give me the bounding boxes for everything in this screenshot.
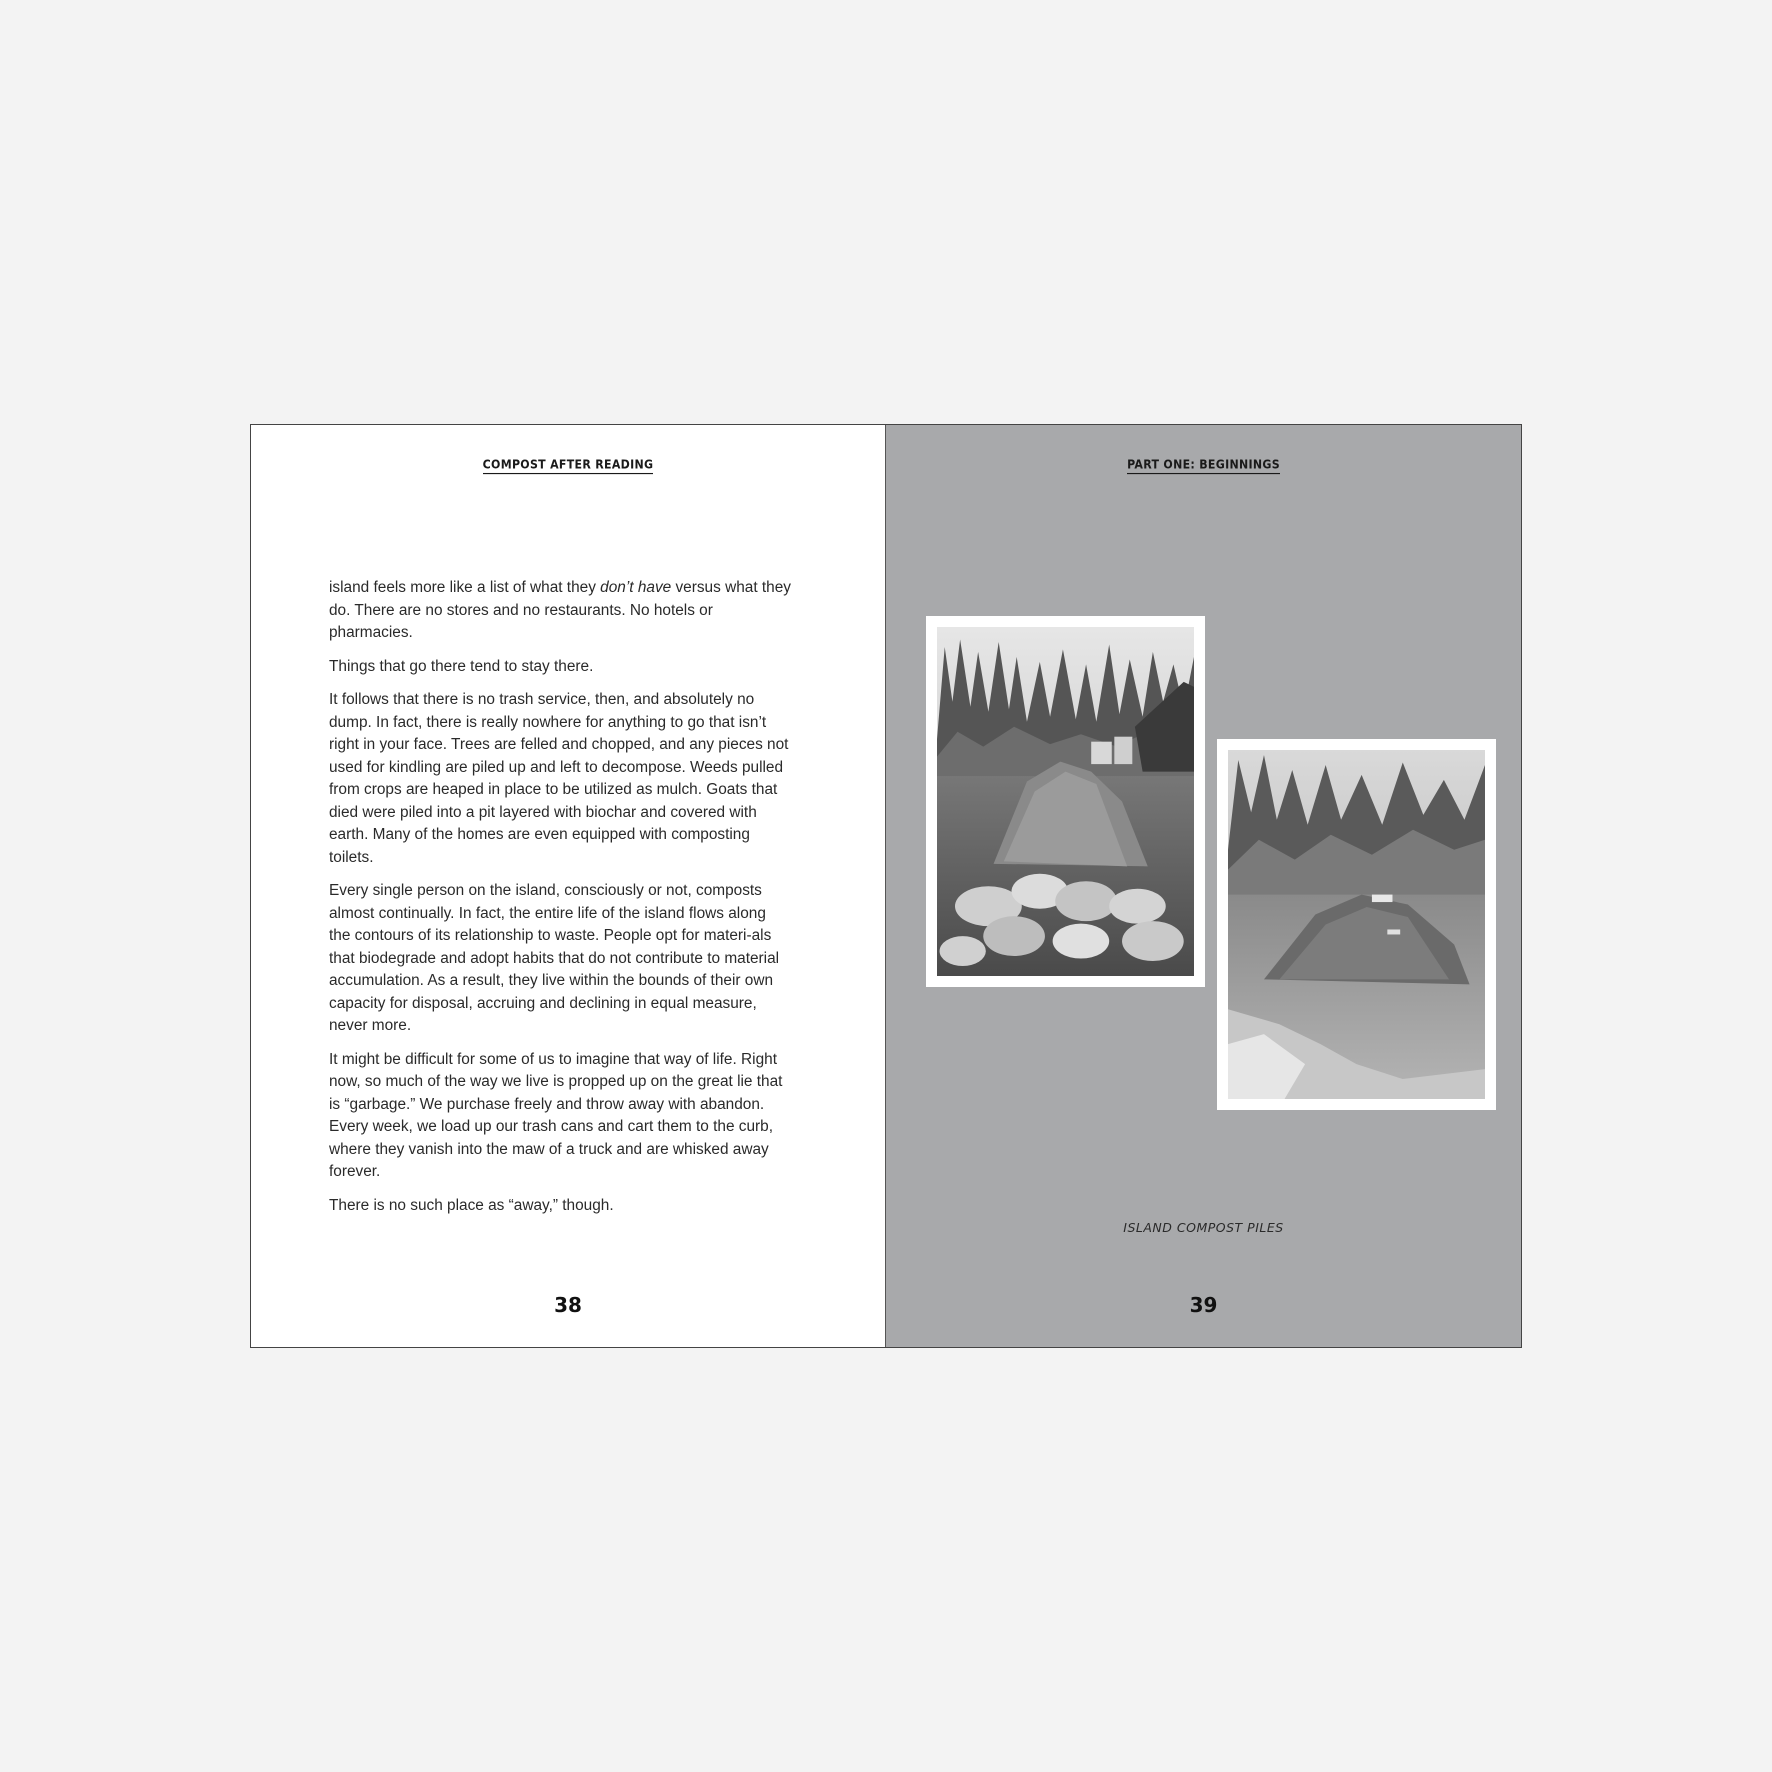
left-page <box>251 425 886 1347</box>
right-page <box>886 425 1521 1347</box>
book-spread <box>250 424 1522 1348</box>
paragraph-5: It might be difficult for some of us to imagine that way of life. Right now, so much of the way we live is propped up on the great lie that is “garbage.” We purchase freely and throw away with abandon. Every week, we load up our trash cans and cart them to the curb, where they vanish into the maw of a truck and are whisked away forever. <box>329 1050 783 1180</box>
photo-image <box>937 627 1194 976</box>
photo-image <box>1228 750 1485 1099</box>
page-number-left: 38 <box>554 1293 582 1317</box>
photo-caption: ISLAND COMPOST PILES <box>1123 1220 1284 1235</box>
paragraph-6: There is no such place as “away,” though. <box>329 1196 614 1214</box>
running-head-left: COMPOST AFTER READING <box>251 458 885 473</box>
paragraph-2: Things that go there tend to stay there. <box>329 657 594 675</box>
emphasis-text: don’t have <box>600 579 672 596</box>
paragraph-4: Every single person on the island, consciously or not, composts almost continually. In fact, the entire life of the island flows along the contours of its relationship to waste. People opt for materi-als that biodegrade and adopt habits that do not contribute to material accumulation. As a result, they live within the bounds of their own capacity for disposal, accruing and declining in equal measure, never more. <box>329 882 780 1034</box>
body-text <box>329 577 791 1228</box>
page-number-right: 39 <box>1189 1293 1218 1317</box>
photo-compost-pile-rhubarb <box>926 616 1205 987</box>
paragraph-3: It follows that there is no trash service, then, and absolutely no dump. In fact, there is really nowhere for anything to go that isn’t right in your face. Trees are felled and chopped, and any pieces not used for kindling are piled up and left to decompose. Weeds pulled from crops are heaped in place to be utilized as mulch. Goats that died were piled into a pit layered with biochar and covered with earth. Many of the homes are even equipped with composting toilets. <box>329 691 789 866</box>
photo-compost-pile-grass <box>1217 739 1496 1110</box>
paragraph-1: island feels more like a list of what they don’t have versus what they do. There are no stores and no restaurants. No hotels or pharmacies. <box>329 579 791 641</box>
running-head-right: PART ONE: BEGINNINGS <box>886 458 1521 473</box>
